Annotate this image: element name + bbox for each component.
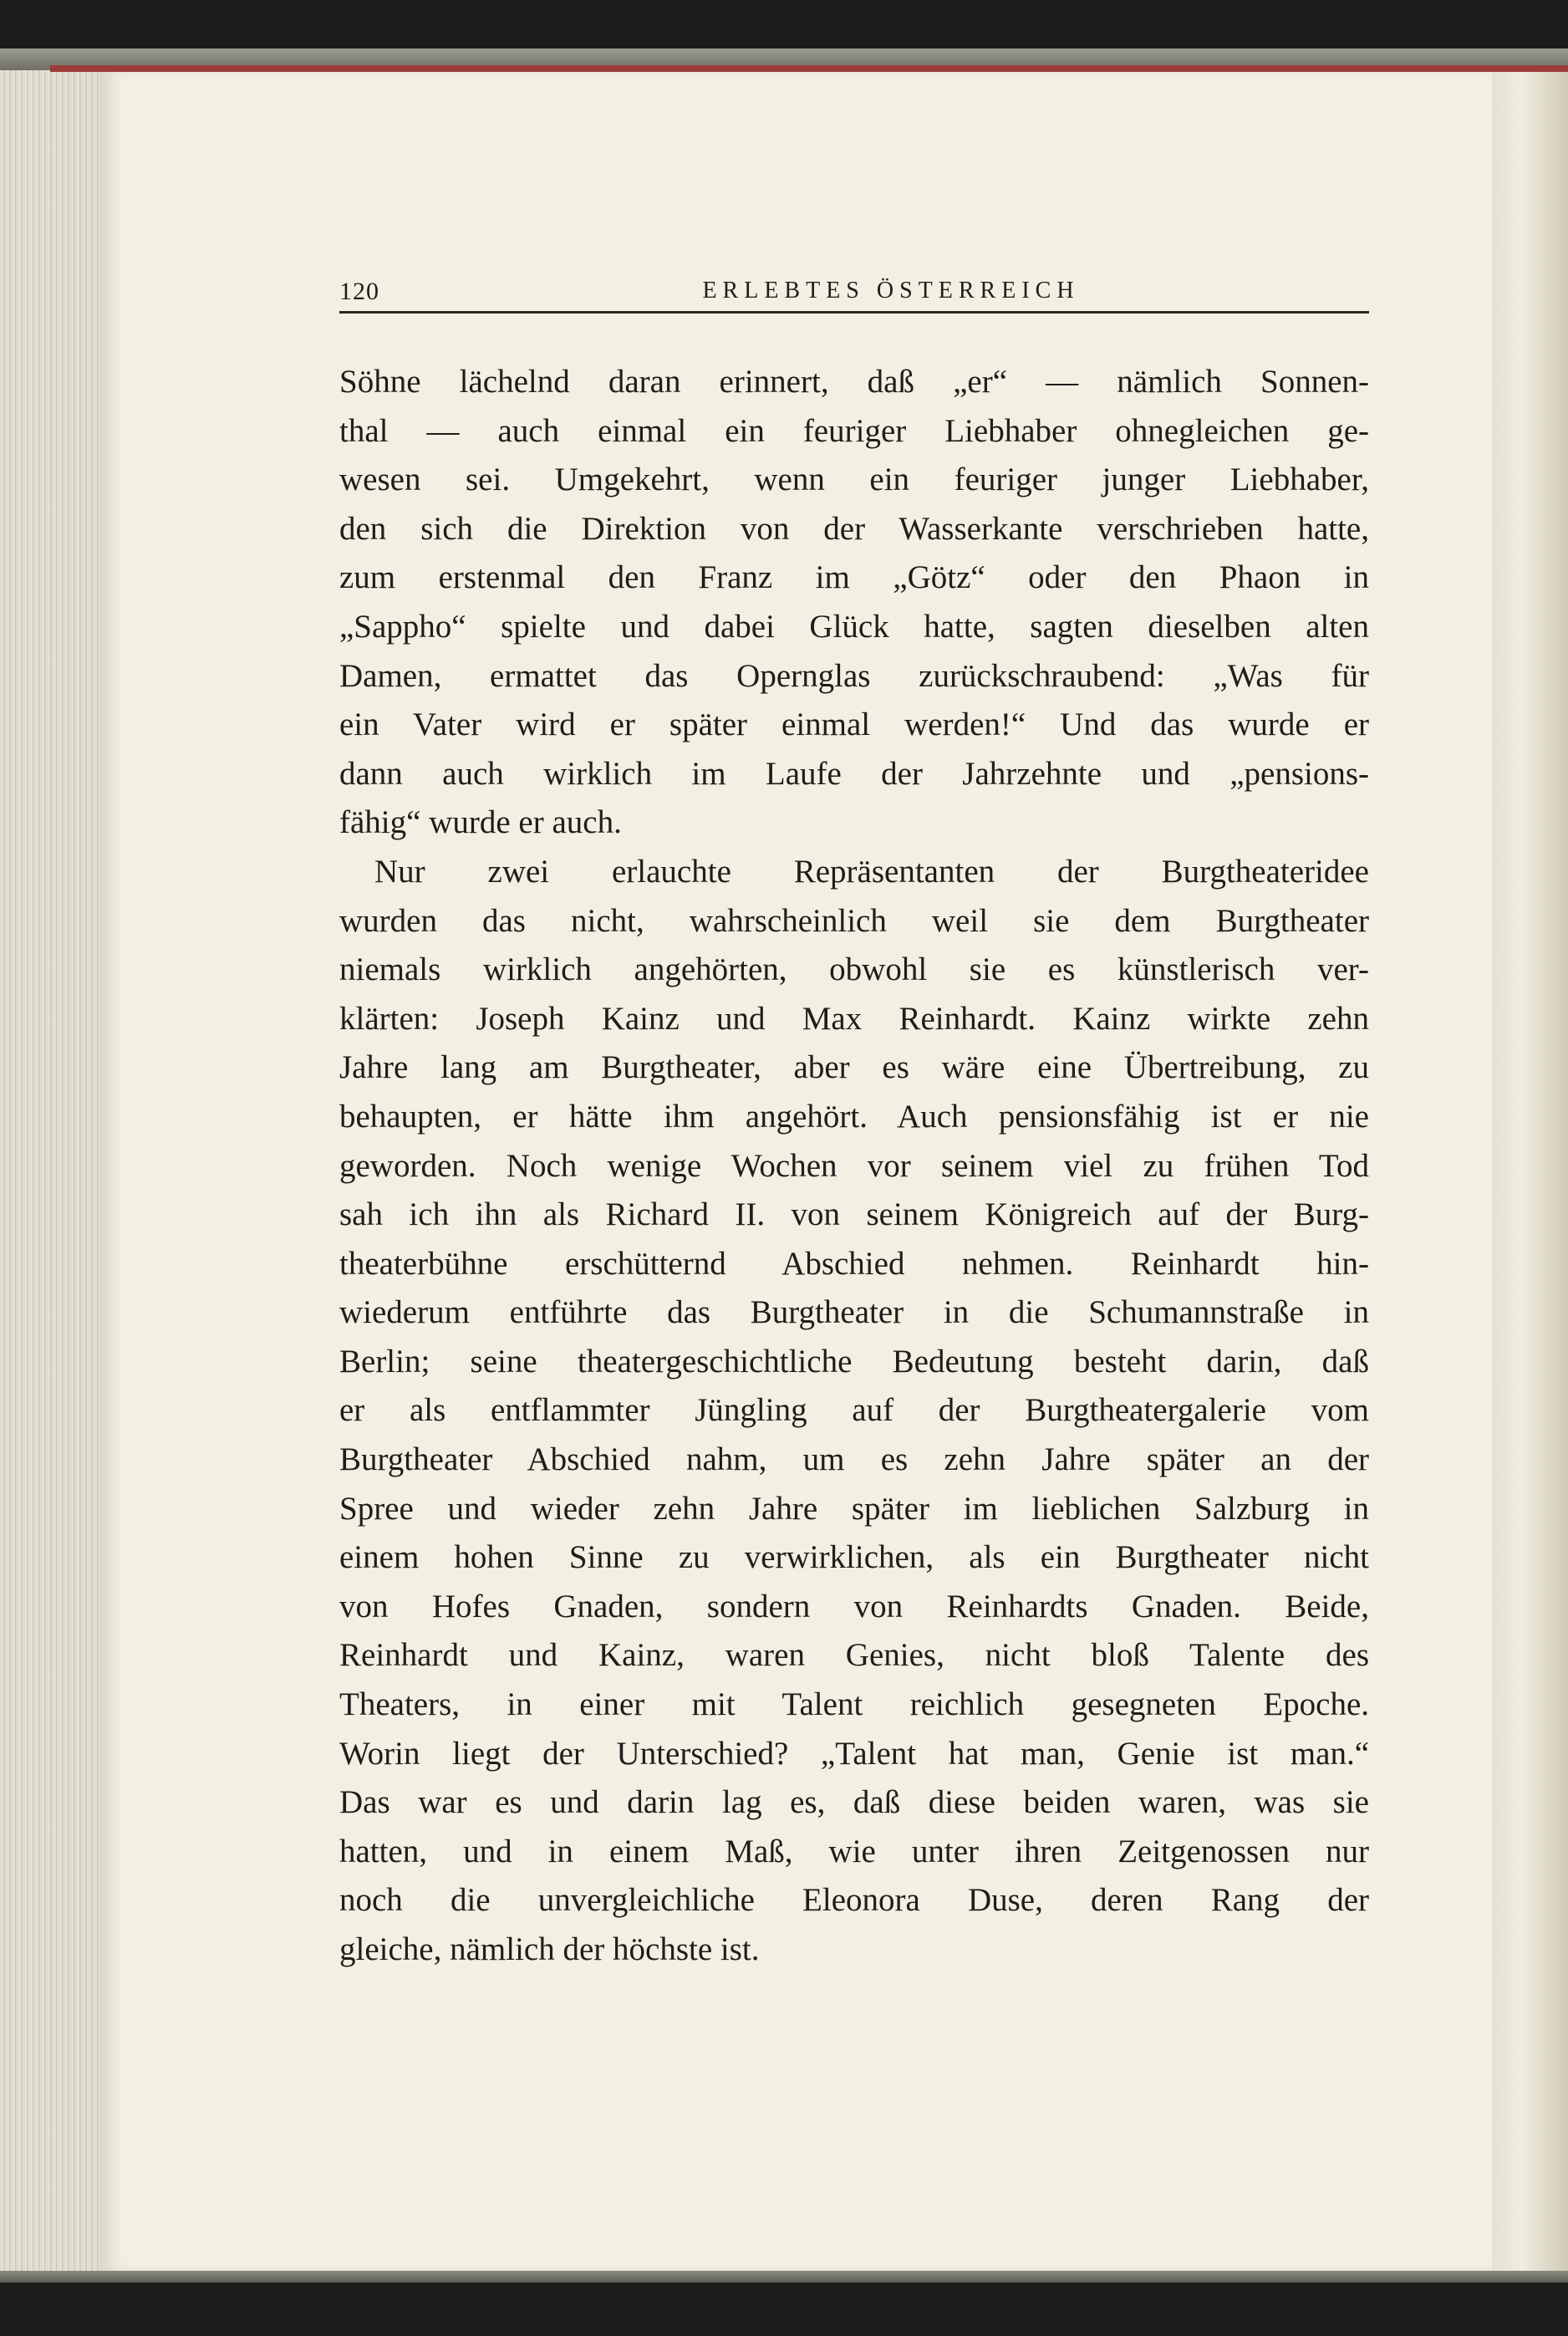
text-line: Jahre lang am Burgtheater, aber es wäre eine Übertreibung, zu [339, 1049, 1369, 1086]
page-gutter [1492, 70, 1568, 2274]
text-line: den sich die Direktion von der Wasserkante verschrieben hatte, [339, 510, 1369, 547]
text-line: thal — auch einmal ein feuriger Liebhaber ohnegleichen ge- [339, 412, 1369, 449]
page-number: 120 [339, 278, 379, 305]
text-line: hatten, und in einem Maß, wie unter ihren Zeitgenossen nur [339, 1833, 1369, 1869]
text-line: Spree und wieder zehn Jahre später im lieblichen Salzburg in [339, 1490, 1369, 1527]
text-line: niemals wirklich angehörten, obwohl sie es künstlerisch ver- [339, 951, 1369, 988]
text-line: behaupten, er hätte ihm angehört. Auch pensionsfähig ist er nie [339, 1098, 1369, 1135]
text-line: sah ich ihn als Richard II. von seinem Königreich auf der Burg- [339, 1196, 1369, 1233]
page-header [339, 273, 1369, 314]
text-line: theaterbühne erschütternd Abschied nehmen. Reinhardt hin- [339, 1245, 1369, 1282]
book-bottom-edge [0, 2271, 1568, 2282]
text-line: wesen sei. Umgekehrt, wenn ein feuriger junger Liebhaber, [339, 462, 1369, 498]
text-line: wurden das nicht, wahrscheinlich weil sie dem Burgtheater [339, 902, 1369, 939]
text-line: zum erstenmal den Franz im „Götz“ oder den Phaon in [339, 559, 1369, 596]
page-stack-edge [0, 70, 104, 2274]
text-line: Reinhardt und Kainz, waren Genies, nicht bloß Talente des [339, 1637, 1369, 1674]
header-rule [339, 311, 1369, 314]
text-line: gleiche, nämlich der höchste ist. [339, 1931, 760, 1967]
text-line: Nur zwei erlauchte Repräsentanten der Burgtheateridee [374, 853, 1369, 890]
text-line: dann auch wirklich im Laufe der Jahrzehnte und „pensions- [339, 755, 1369, 792]
text-line: Das war es und darin lag es, daß diese beiden waren, was sie [339, 1784, 1369, 1821]
text-line: ein Vater wird er später einmal werden!“ Und das wurde er [339, 706, 1369, 743]
text-line: Burgtheater Abschied nahm, um es zehn Jahre später an der [339, 1441, 1369, 1478]
text-line: klärten: Joseph Kainz und Max Reinhardt. Kainz wirkte zehn [339, 1000, 1369, 1037]
cover-edge [50, 65, 1568, 72]
text-line: „Sappho“ spielte und dabei Glück hatte, sagten dieselben alten [339, 608, 1369, 645]
text-line: von Hofes Gnaden, sondern von Reinhardts Gnaden. Beide, [339, 1588, 1369, 1624]
text-line: er als entflammter Jüngling auf der Burgtheatergalerie vom [339, 1392, 1369, 1429]
body-text [339, 358, 1369, 1975]
text-line: Theaters, in einer mit Talent reichlich gesegneten Epoche. [339, 1686, 1369, 1723]
text-line: einem hohen Sinne zu verwirklichen, als ein Burgtheater nicht [339, 1539, 1369, 1576]
text-line: Damen, ermattet das Opernglas zurückschraubend: „Was für [339, 657, 1369, 694]
text-line: Berlin; seine theatergeschichtliche Bedeutung besteht darin, daß [339, 1343, 1369, 1380]
text-line: Söhne lächelnd daran erinnert, daß „er“ — nämlich Sonnen- [339, 364, 1369, 400]
text-line: geworden. Noch wenige Wochen vor seinem viel zu frühen Tod [339, 1147, 1369, 1184]
text-line: Worin liegt der Unterschied? „Talent hat man, Genie ist man.“ [339, 1735, 1369, 1772]
text-line: fähig“ wurde er auch. [339, 804, 622, 841]
text-line: wiederum entführte das Burgtheater in die Schumannstraße in [339, 1294, 1369, 1331]
running-head: ERLEBTES ÖSTERREICH [702, 278, 1080, 303]
text-line: noch die unvergleichliche Eleonora Duse, deren Rang der [339, 1882, 1369, 1919]
